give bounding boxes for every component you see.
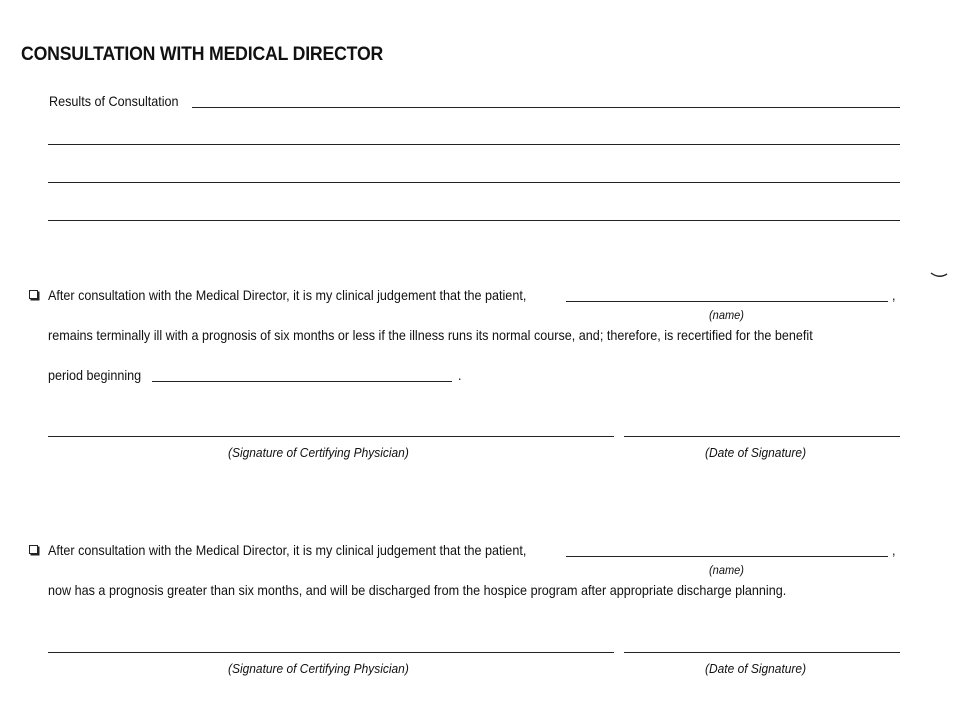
form-title: CONSULTATION WITH MEDICAL DIRECTOR <box>21 44 384 65</box>
discharge-checkbox[interactable] <box>29 545 38 554</box>
results-label: Results of Consultation <box>49 93 179 109</box>
period-beginning-line[interactable] <box>152 381 452 382</box>
recertify-signature-line[interactable] <box>48 436 614 437</box>
recertify-name-caption: (name) <box>709 308 744 322</box>
recertify-patient-name-line[interactable] <box>566 301 888 302</box>
recertify-comma: , <box>892 287 896 303</box>
recertify-date-caption: (Date of Signature) <box>705 445 807 460</box>
results-line-3[interactable] <box>48 182 900 183</box>
period-end-mark: . <box>458 367 462 383</box>
discharge-continuation: now has a prognosis greater than six months, and will be discharged from the hospice program after appropriate discharge planning. <box>48 582 787 598</box>
recertify-statement: After consultation with the Medical Director, it is my clinical judgement that the patient, <box>48 287 527 303</box>
discharge-date-line[interactable] <box>624 652 900 653</box>
scan-mark <box>930 270 948 280</box>
recertify-checkbox[interactable] <box>29 290 38 299</box>
discharge-signature-line[interactable] <box>48 652 614 653</box>
discharge-name-caption: (name) <box>709 563 744 577</box>
discharge-patient-name-line[interactable] <box>566 556 888 557</box>
discharge-comma: , <box>892 542 896 558</box>
results-line-2[interactable] <box>48 144 900 145</box>
results-line-4[interactable] <box>48 220 900 221</box>
recertify-date-line[interactable] <box>624 436 900 437</box>
period-beginning-label: period beginning <box>48 367 142 383</box>
discharge-date-caption: (Date of Signature) <box>705 661 807 676</box>
recertify-signature-caption: (Signature of Certifying Physician) <box>228 445 409 460</box>
recertify-continuation: remains terminally ill with a prognosis of six months or less if the illness runs its normal course, and; therefore, is recertified for the benefit <box>48 327 813 343</box>
discharge-statement: After consultation with the Medical Director, it is my clinical judgement that the patient, <box>48 542 527 558</box>
discharge-signature-caption: (Signature of Certifying Physician) <box>228 661 409 676</box>
results-line-1[interactable] <box>192 107 900 108</box>
